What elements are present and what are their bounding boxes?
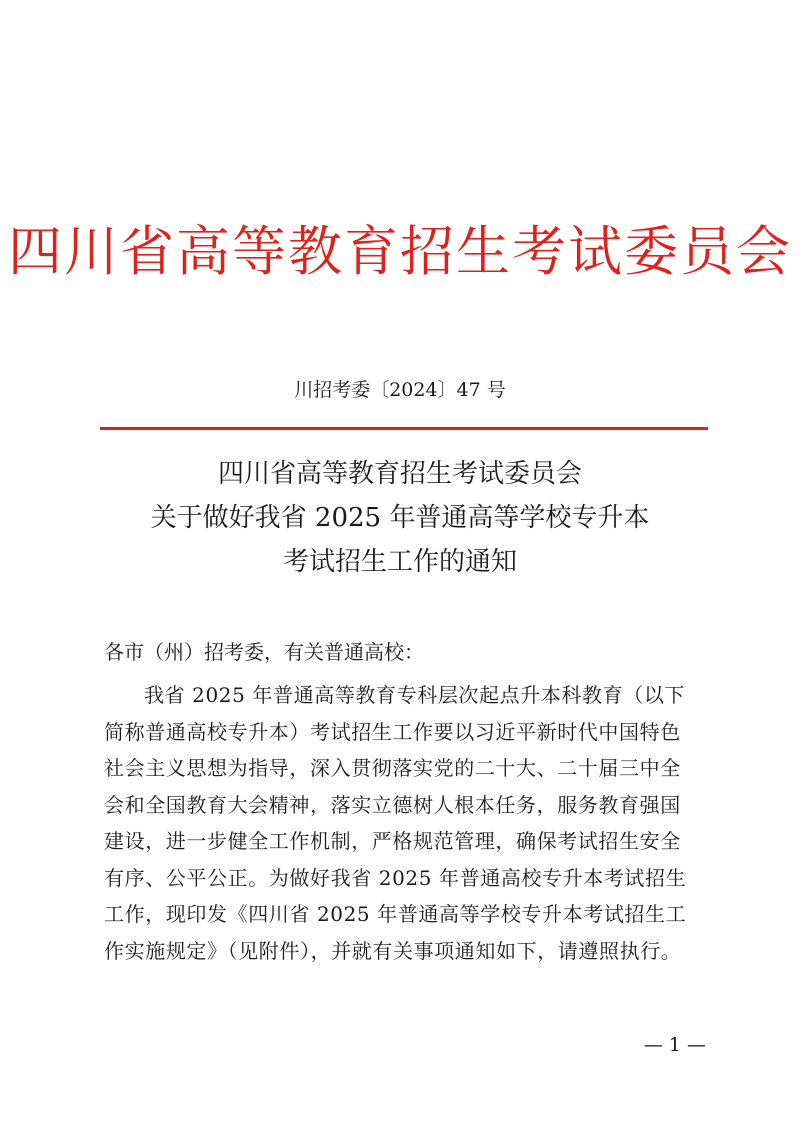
notice-title <box>0 452 800 584</box>
body-line: 社会主义思想为指导，深入贯彻落实党的二十大、二十届三中全 <box>104 756 681 780</box>
body-line: 简称普通高校专升本）考试招生工作要以习近平新时代中国特色 <box>104 719 681 744</box>
document-number: 川招考委〔2024〕47 号 <box>294 379 506 401</box>
page-number: — 1 — <box>643 1034 706 1056</box>
notice-title-line: 考试招生工作的通知 <box>282 547 517 577</box>
red-divider-line <box>100 427 708 430</box>
body-line: 我省 2025 年普通高等教育专科层次起点升本科教育（以下 <box>144 683 686 707</box>
body-line: 有序、公平公正。为做好我省 2025 年普通高校专升本考试招生 <box>104 865 687 890</box>
notice-title-line: 关于做好我省 2025 年普通高等学校专升本 <box>150 503 650 533</box>
body-line: 工作，现印发《四川省 2025 年普通高等学校专升本考试招生工 <box>104 902 687 926</box>
body-line: 会和全国教育大会精神，落实立德树人根本任务，服务教育强国 <box>104 792 681 817</box>
recipient-line: 各市（州）招考委，有关普通高校： <box>104 640 424 664</box>
issuing-org-title: 四川省高等教育招生考试委员会 <box>8 220 792 283</box>
body-line: 作实施规定》（见附件），并就有关事项通知如下，请遵照执行。 <box>104 938 682 963</box>
body-line: 建设，进一步健全工作机制，严格规范管理，确保考试招生安全 <box>104 829 681 853</box>
body-paragraph <box>104 680 714 972</box>
notice-title-line: 四川省高等教育招生考试委员会 <box>217 459 582 489</box>
